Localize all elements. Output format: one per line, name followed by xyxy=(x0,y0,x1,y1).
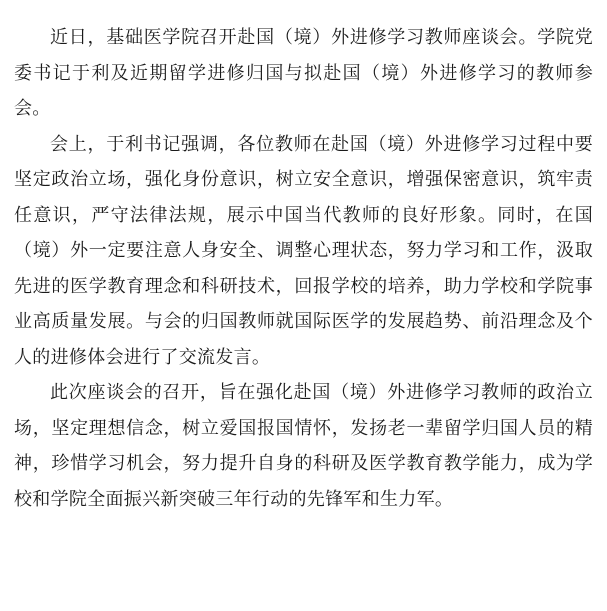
paragraph-2: 会上，于利书记强调，各位教师在赴国（境）外进修学习过程中要坚定政治立场，强化身份意识，树立安全意识，增强保密意识，筑牢责任意识，严守法律法规，展示中国当代教师的良好形象。同时，在国（境）外一定要注意人身安全、调整心理状态，努力学习和工作，汲取先进的医学教育理念和科研技术，回报学校的培养，助力学校和学院事业高质量发展。与会的归国教师就国际医学的发展趋势、前沿理念及个人的进修体会进行了交流发言。 xyxy=(14,133,593,368)
paragraph-1: 近日，基础医学院召开赴国（境）外进修学习教师座谈会。学院党委书记于利及近期留学进修归国与拟赴国（境）外进修学习的教师参会。 xyxy=(14,27,593,119)
paragraph-3: 此次座谈会的召开，旨在强化赴国（境）外进修学习教师的政治立场，坚定理想信念，树立爱国报国情怀，发扬老一辈留学归国人员的精神，珍惜学习机会，努力提升自身的科研及医学教育教学能力，成为学校和学院全面振兴新突破三年行动的先锋军和生力军。 xyxy=(14,382,593,510)
